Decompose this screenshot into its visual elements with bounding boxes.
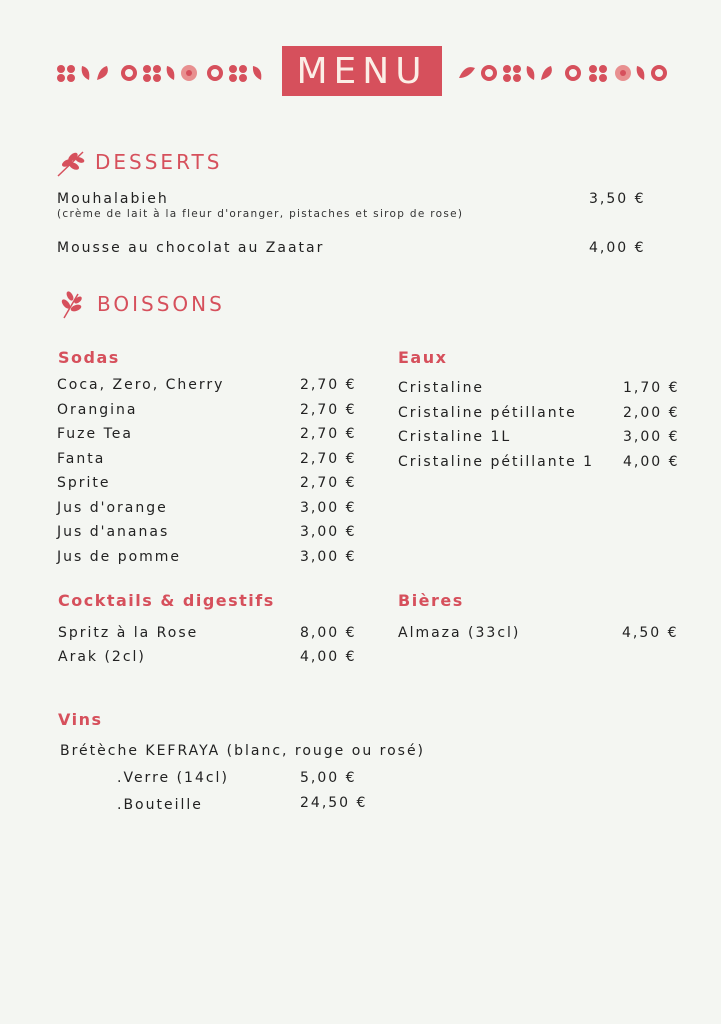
cocktail-name: Spritz à la Rose (58, 625, 199, 641)
soda-name: Jus d'ananas (57, 524, 170, 540)
menu-title: MENU (282, 46, 442, 96)
soda-price: 3,00 € (300, 524, 357, 540)
eau-name: Cristaline (398, 380, 485, 396)
header-decoration-left (55, 62, 265, 84)
eau-price: 3,00 € (623, 429, 680, 445)
leaf-icon (541, 66, 552, 80)
soda-price: 2,70 € (300, 451, 357, 467)
eau-name: Cristaline pétillante 1 (398, 454, 595, 470)
soda-name: Jus de pomme (57, 549, 182, 565)
soda-name: Sprite (57, 475, 111, 491)
dessert-price: 3,50 € (589, 191, 646, 207)
boissons-title: BOISSONS (97, 292, 225, 316)
eau-price: 4,00 € (623, 454, 680, 470)
soda-name: Jus d'orange (57, 500, 168, 516)
flower-icon (143, 65, 161, 82)
eau-name: Cristaline pétillante (398, 405, 577, 421)
eau-price: 2,00 € (623, 405, 680, 421)
leaf-icon (82, 66, 90, 80)
wine-name: Brétèche KEFRAYA (blanc, rouge ou rosé) (60, 743, 426, 759)
wine-format: .Bouteille (117, 797, 203, 813)
header-decoration-right (457, 62, 667, 84)
leaf-sprig-icon (58, 290, 84, 320)
cocktail-name: Arak (2cl) (58, 649, 146, 665)
dessert-name: Mousse au chocolat au Zaatar (57, 240, 325, 256)
biere-name: Almaza (33cl) (398, 625, 521, 641)
flower-icon (503, 65, 521, 82)
flower-icon (57, 65, 75, 82)
soda-name: Orangina (57, 402, 138, 418)
wine-format: .Verre (14cl) (117, 770, 229, 786)
soda-price: 2,70 € (300, 402, 357, 418)
cocktails-title: Cocktails & digestifs (58, 591, 275, 610)
vins-title: Vins (58, 710, 103, 729)
flower-icon (589, 65, 607, 82)
wine-price: 5,00 € (300, 770, 357, 786)
leaf-icon (167, 66, 175, 80)
soda-name: Coca, Zero, Cherry (57, 377, 225, 393)
cocktail-price: 8,00 € (300, 625, 357, 641)
soda-name: Fanta (57, 451, 106, 467)
bieres-title: Bières (398, 591, 464, 610)
dessert-description: (crème de lait à la fleur d'oranger, pistaches et sirop de rose) (57, 208, 464, 220)
biere-price: 4,50 € (622, 625, 679, 641)
soda-price: 3,00 € (300, 500, 357, 516)
eau-price: 1,70 € (623, 380, 680, 396)
leaf-icon (97, 66, 108, 80)
soda-price: 3,00 € (300, 549, 357, 565)
leaf-icon (527, 66, 535, 80)
dessert-price: 4,00 € (589, 240, 646, 256)
desserts-title: DESSERTS (95, 150, 223, 174)
soda-name: Fuze Tea (57, 426, 133, 442)
leaf-icon (253, 66, 261, 80)
leaf-icon (637, 66, 645, 80)
flower-icon (229, 65, 247, 82)
leaf-branch-icon (55, 148, 87, 178)
soda-price: 2,70 € (300, 426, 357, 442)
wine-price: 24,50 € (300, 795, 368, 811)
eaux-title: Eaux (398, 348, 448, 367)
leaf-icon (459, 67, 475, 78)
dessert-name: Mouhalabieh (57, 191, 169, 207)
soda-price: 2,70 € (300, 377, 357, 393)
sodas-title: Sodas (58, 348, 120, 367)
eau-name: Cristaline 1L (398, 429, 512, 445)
cocktail-price: 4,00 € (300, 649, 357, 665)
soda-price: 2,70 € (300, 475, 357, 491)
